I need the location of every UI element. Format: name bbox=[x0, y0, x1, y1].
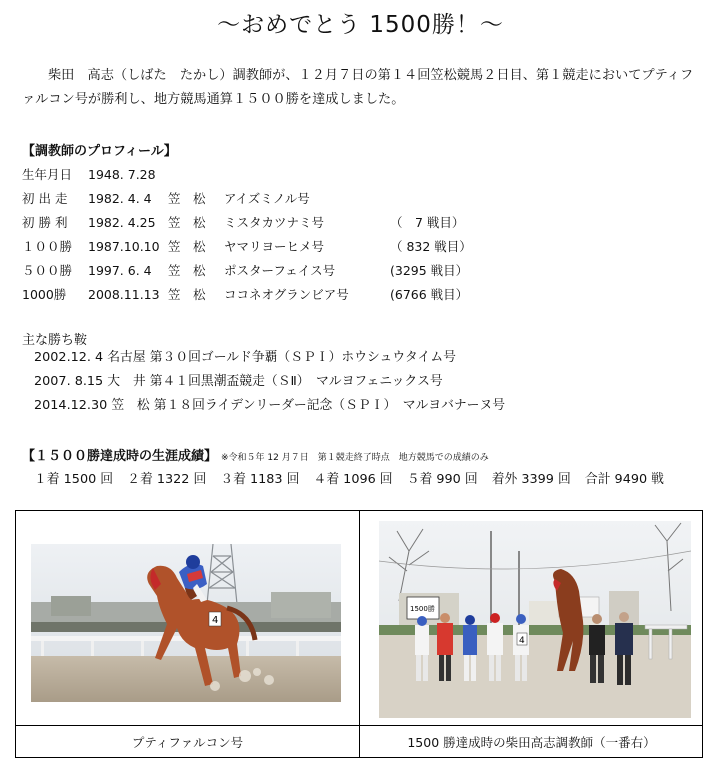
profile-count: (6766 戦目） bbox=[390, 287, 469, 302]
profile-date: 1987.10.10 bbox=[88, 239, 160, 254]
profile-date: 2008.11.13 bbox=[88, 287, 160, 302]
career-heading-line bbox=[22, 445, 489, 464]
profile-place: 笠 松 bbox=[168, 263, 206, 278]
profile-date: 1948. 7.28 bbox=[88, 167, 156, 182]
profile-count: （ 832 戦目） bbox=[390, 239, 472, 254]
career-heading: 【１５００勝達成時の生涯成績】 bbox=[22, 449, 218, 464]
caption-left: プティファルコン号 bbox=[131, 735, 244, 750]
profile-horse: ココネオグランビア号 bbox=[224, 287, 349, 302]
profile-label: １００勝 bbox=[22, 239, 73, 254]
profile-date: 1982. 4.25 bbox=[88, 215, 156, 230]
profile-label: ５００勝 bbox=[22, 263, 73, 278]
profile-date: 1982. 4. 4 bbox=[88, 191, 152, 206]
career-item: 着外 3399 回 bbox=[491, 472, 571, 487]
profile-place: 笠 松 bbox=[168, 215, 206, 230]
racehorse-photo bbox=[31, 544, 341, 702]
career-item: 合計 9490 戦 bbox=[584, 472, 664, 487]
profile-horse: アイズミノル号 bbox=[224, 191, 310, 206]
profile-date: 1997. 6. 4 bbox=[88, 263, 152, 278]
profile-label: 生年月日 bbox=[22, 167, 73, 182]
career-record bbox=[34, 468, 674, 487]
profile-place: 笠 松 bbox=[168, 239, 206, 254]
major-wins-heading: 主な勝ち鞍 bbox=[22, 333, 88, 348]
profile-label: 初 勝 利 bbox=[22, 215, 68, 230]
saddlecloth-number: 4 bbox=[212, 615, 219, 626]
page-title: 〜おめでとう 1500勝！〜 bbox=[217, 12, 504, 38]
bib-number: 4 bbox=[519, 636, 525, 646]
major-win-item: 2007. 8.15 大 井 第４１回黒潮盃競走（ＳⅡ） マルヨフェニックス号 bbox=[34, 374, 443, 389]
major-win-item: 2014.12.30 笠 松 第１８回ライデンリーダー記念（ＳＰＩ） マルヨバナーヌ号 bbox=[34, 398, 506, 413]
profile-place: 笠 松 bbox=[168, 287, 206, 302]
table-divider bbox=[359, 511, 360, 757]
major-wins-list bbox=[34, 346, 505, 418]
photo-table bbox=[15, 510, 703, 758]
profile-count: （ 7 戦目） bbox=[390, 215, 465, 230]
profile-count: (3295 戦目） bbox=[390, 263, 469, 278]
profile-horse: ヤマリヨーヒメ号 bbox=[224, 239, 325, 254]
major-win-item: 2002.12. 4 名古屋 第３０回ゴールド争覇（ＳＰＩ）ホウシュウタイム号 bbox=[34, 350, 456, 365]
career-note: ※令和５年 12 月７日 第１競走終了時点 地方競馬での成績のみ bbox=[221, 453, 489, 463]
sign-text: 1500勝 bbox=[410, 605, 435, 613]
career-item: ２着 1322 回 bbox=[127, 472, 207, 487]
profile-label: 初 出 走 bbox=[22, 191, 68, 206]
profile-horse: ミスタカツナミ号 bbox=[224, 215, 325, 230]
career-item: １着 1500 回 bbox=[34, 472, 114, 487]
career-item: ３着 1183 回 bbox=[220, 472, 300, 487]
profile-heading: 【調教師のプロフィール】 bbox=[22, 144, 177, 159]
profile-place: 笠 松 bbox=[168, 191, 206, 206]
profile-horse: ポスターフェイス号 bbox=[224, 263, 336, 278]
career-item: ４着 1096 回 bbox=[313, 472, 393, 487]
intro-paragraph: 柴田 高志（しばた たかし）調教師が、１２月７日の第１４回笠松競馬２日目、第１競走においてプティファルコン号が勝利し、地方競馬通算１５００勝を達成しました。 bbox=[22, 68, 694, 107]
table-divider bbox=[16, 725, 702, 726]
winners-circle-photo bbox=[379, 521, 691, 718]
profile-label: 1000勝 bbox=[22, 287, 67, 302]
career-item: ５着 990 回 bbox=[406, 472, 478, 487]
caption-right: 1500 勝達成時の柴田高志調教師（一番右） bbox=[407, 735, 656, 750]
